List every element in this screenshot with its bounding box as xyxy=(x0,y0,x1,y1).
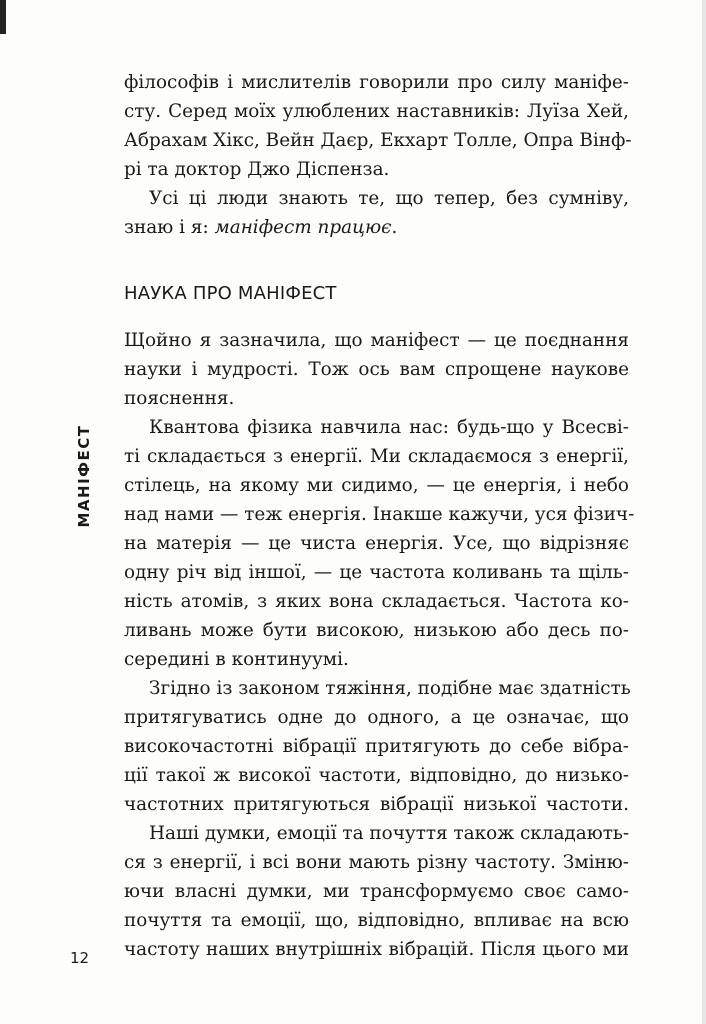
text-line: частотних притягуються вібрації низької частоти. xyxy=(124,794,629,815)
text-line: притягуватись одне до одного, а це означає, що xyxy=(124,707,629,728)
text-line: ті складається з енергії. Ми складаємося з енергії, xyxy=(124,446,629,467)
text-line: ючи власні думки, ми трансформуємо своє само- xyxy=(124,881,629,902)
text-line: Щойно я зазначила, що маніфест — це поєднання xyxy=(124,330,629,351)
text-line: Квантова фізика навчила нас: будь-що у Всесві- xyxy=(149,417,629,438)
paragraph-2 xyxy=(124,413,635,674)
text-line: середині в континуумі. xyxy=(124,649,349,670)
text-line: пояснення. xyxy=(124,388,235,409)
text-line: Наші думки, емоції та почуття також складають- xyxy=(149,823,630,844)
intro-paragraph xyxy=(124,68,632,184)
section-heading: НАУКА ПРО МАНІФЕСТ xyxy=(124,283,337,304)
text-line: рі та доктор Джо Діспенза. xyxy=(124,159,390,180)
text-line: стілець, на якому ми сидимо, — це енергія, і небо xyxy=(124,475,629,496)
text-line xyxy=(124,213,629,242)
text-line: ції такої ж високої частоти, відповідно, до низько- xyxy=(124,765,629,786)
page-number: 12 xyxy=(70,949,90,967)
paragraph-3 xyxy=(124,674,629,819)
text-line: над нами — теж енергія. Інакше кажучи, уся фізич- xyxy=(124,504,635,525)
page-body xyxy=(124,68,635,964)
paragraph-1 xyxy=(124,326,629,413)
text-line: Згідно із законом тяжіння, подібне має здатність xyxy=(149,678,631,699)
text-fragment: знаю і я: xyxy=(124,217,215,238)
text-line: науки і мудрості. Тож ось вам спрощене наукове xyxy=(124,359,629,380)
running-head: МАНІФЕСТ xyxy=(75,424,93,528)
text-line: частоту наших внутрішніх вібрацій. Після цього ми xyxy=(124,939,629,960)
page-edge-shadow xyxy=(702,0,706,1024)
text-line: високочастотні вібрації притягують до себе вібра- xyxy=(124,736,629,757)
text-line: одну річ від іншої, — це частота коливань та щіль- xyxy=(124,562,629,583)
text-line: ливань може бути високою, низькою або десь по- xyxy=(124,620,629,641)
text-line: Усі ці люди знають те, що тепер, без сумніву, xyxy=(149,188,629,209)
text-line: на матерія — це чиста енергія. Усе, що відрізняє xyxy=(124,533,629,554)
text-line: ся з енергії, і всі вони мають різну частоту. Зміню- xyxy=(124,852,629,873)
emphasis-text: маніфест працює xyxy=(214,217,392,238)
paragraph-4 xyxy=(124,819,629,964)
text-line: почуття та емоції, що, відповідно, впливає на всю xyxy=(124,910,629,931)
page-edge-mark xyxy=(0,0,6,34)
second-paragraph xyxy=(124,184,629,242)
text-line: ність атомів, з яких вона складається. Частота ко- xyxy=(124,591,629,612)
text-line: Абрахам Хікс, Вейн Даєр, Екхарт Толле, Опра Вінф- xyxy=(124,130,632,151)
text-line: сту. Серед моїх улюблених наставників: Луїза Хей, xyxy=(124,101,629,122)
text-line: філософів і мислителів говорили про силу маніфе- xyxy=(124,72,629,93)
text-fragment: . xyxy=(391,217,398,238)
